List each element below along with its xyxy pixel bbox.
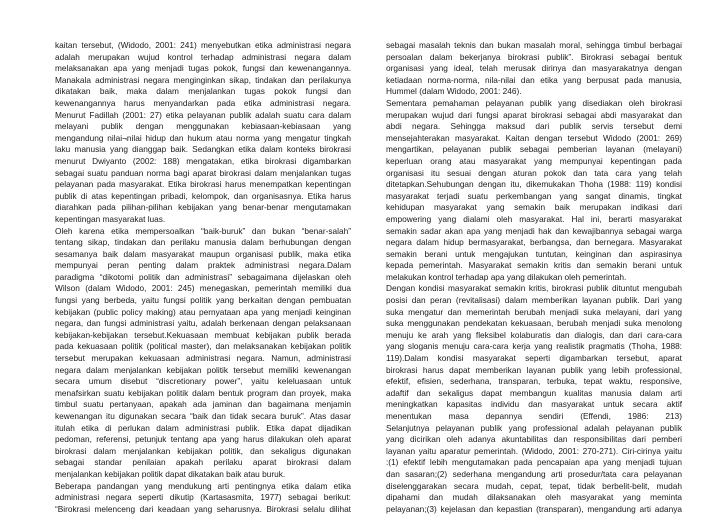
text-line: kewenangannya harus menyandarkan pada etika administrasi negara. — [55, 97, 351, 108]
text-line: efektif, efisien, sederhana, transparan, terbuka, tepat waktu, responsive, — [386, 376, 682, 387]
text-line: laku manusia yang dianggap baik. Sedangkan etika dalam konteks birokrasi — [55, 144, 351, 155]
text-line: 119).Dalam kondisi masyarakat seperti digambarkan tersebut, aparat — [386, 353, 682, 364]
text-line: dan sasaran;(2) sederhana mengandung arti prosedur/tata cara pelayanan — [386, 468, 682, 479]
text-line: ketiadaan norma-norma, nila-nilai dan etika yang berpusat pada manusia, — [386, 74, 682, 85]
text-line: organisasi yang ideal, telah merusak dirinya dan masyarakatnya dengan — [386, 63, 682, 74]
text-line: melayani publik dengan menggunakan kebiasaan-kebiasaan yang — [55, 121, 351, 132]
text-line: menentukan masa depannya sendiri (Effendi, 1986: 213) — [386, 411, 682, 421]
text-line: sebagai standar penilaian apakah perilaku aparat birokrasi dalam — [55, 457, 351, 468]
text-line: melaksanakan apa yang menjadi tugas pokok, fungsi dan kewenangannya. — [55, 63, 351, 74]
text-line: diselenggarakan secara mudah, cepat, tepat, tidak berbelit-belit, mudah — [386, 480, 682, 491]
text-line: dipahami dan mudah dilaksanakan oleh masyarakat yang meminta — [386, 492, 682, 503]
text-line: pedoman, referensi, petunjuk tentang apa yang harus dilakukan oleh aparat — [55, 434, 351, 445]
left-text-column — [55, 40, 351, 515]
text-line: pelayanan;(3) kejelasan dan kepastian (transparan), mengandung arti adanya — [386, 503, 682, 514]
text-line: empowering yang dialami oleh masyarakat. Hal ini, berarti masyarakat — [386, 213, 682, 224]
text-line: “Birokrasi melenceng dari keadaan yang seharusnya. Birokrasi selalu dilihat — [55, 503, 351, 514]
text-line: sebagai suatu panduan norma bagi aparat birokrasi dalam menjalankan tugas — [55, 167, 351, 178]
text-line: pada kekuasaan politik (political master), dan melaksanakan kebijakan politik — [55, 341, 351, 352]
text-line: mengandung nilai¬nilai hidup dan hukum atau norma yang mengatur tingkah — [55, 132, 351, 143]
text-line: fungsi yang berbeda, yaitu fungsi politik yang berkaitan dengan pembuatan — [55, 295, 351, 306]
text-line: tersebut merupakan kekuasaan administrasi negara. Namun, administrasi — [55, 353, 351, 364]
text-line: kepada pemerintah. Masyarakat semakin kritis dan semakin berani untuk — [386, 260, 682, 271]
text-line: Selanjutnya pelayanan publik yang professional adalah pelayanan publik — [386, 422, 682, 433]
text-line: persoalan dalam bekerjanya birokrasi publik”. Birokrasi sebagai bentuk — [386, 51, 682, 62]
text-line: merupakan wujud dari fungsi aparat birokrasi sebagai abdi masyarakat dan — [386, 109, 682, 120]
text-line: meningkatkan kapasitas individu dan masyarakat untuk secara aktif — [386, 399, 682, 410]
text-line: mensejahterakan masyarakat. Kaitan dengan tersebut Widodo (2001: 269) — [386, 132, 682, 143]
text-line: melakukan kontrol terhadap apa yang dilakukan oleh pemerintah. — [386, 271, 627, 282]
text-line: kebijakan (public policy making) atau pernyataan apa yang menjadi keinginan — [55, 306, 351, 317]
text-line: layanan yaitu aparatur pemerintah. (Widodo, 2001: 270-271). Ciri-cirinya yaitu — [386, 445, 682, 456]
text-line: posisi dan peran (revitalisasi) dalam memberikan layanan publik. Dari yang — [386, 295, 682, 306]
text-line: kepentingan masyarakat luas. — [55, 213, 166, 224]
text-line: masyarakat terjadi suatu perkembangan yang sangat dinamis, tingkat — [386, 190, 682, 201]
text-line: sesamanya baik dalam masyarakat maupun organisasi publik, maka etika — [55, 248, 351, 259]
text-line: Wilson (dalam Widodo, 2001: 245) menegaskan, pemerintah memiliki dua — [55, 283, 351, 294]
text-line: secara umum disebut “discretionary power”, yaitu keleluasaan untuk — [55, 376, 351, 387]
text-line: semakin sadar akan apa yang menjadi hak dan kewajibannya sebagai warga — [386, 225, 682, 236]
text-line: menuju ke arah yang fleksibel kolaburatis dan dialogis, dan dari cara-cara — [386, 329, 682, 340]
text-line: Manakala administrasi negara menginginkan sikap, tindakan dan perilakunya — [55, 74, 351, 85]
text-line: Menurut Fadillah (2001: 27) etika pelayanan publik adalah suatu cara dalam — [55, 109, 351, 120]
text-line: menafsirkan suatu kebijakan politik dalam bentuk program dan proyek, maka — [55, 387, 351, 398]
text-line: adalah merupakan wujud kontrol terhadap administrasi negara dalam — [55, 51, 351, 62]
text-line: negara dalam hidup bermasyarakat, berbangsa, dan bernegara. Masyarakat — [386, 237, 682, 248]
text-line: Beberapa pandangan yang mendukung arti pentingnya etika dalam etika — [55, 480, 351, 491]
text-line: Dengan kondisi masyarakat semakin kritis, birokrasi publik dituntut mengubah — [386, 283, 682, 294]
text-line: Oleh karena etika mempersoalkan “baik-buruk” dan bukan “benar-salah” — [55, 225, 351, 236]
text-line: itulah etika di perlukan dalam administrasi publik. Etika dapat dijadikan — [55, 422, 351, 433]
text-line: menjalankan kebijakan politik dapat dikatakan baik atau buruk. — [55, 468, 286, 479]
text-line: kehidupan masyarakat yang semakin baik merupakan indikasi dari — [386, 202, 682, 213]
text-line: kewenangan itu digunakan secara “baik dan tidak secara buruk”. Atas dasar — [55, 411, 351, 421]
text-line: keperluan orang atau masyarakat yang mempunyai kepentingan pada — [386, 155, 682, 166]
text-line: administrasi negara seperti dikutip (Kartasasmita, 1977) sebagai berikut: — [55, 492, 351, 503]
text-line: Sementara pemahaman pelayanan publik yang disediakan oleh birokrasi — [386, 97, 682, 108]
text-line: pelayanan pada masyarakat. Etika birokrasi harus menempatkan kepentingan — [55, 179, 351, 190]
right-text-column — [386, 40, 682, 515]
text-line: semakin berani untuk mengajukan tuntutan, keinginan dan aspirasinya — [386, 248, 682, 259]
text-line: menurut Dwiyanto (2002: 188) mengatakan, etika birokrasi digambarkan — [55, 155, 351, 166]
text-line: abdi negara. Sehingga maksud dari publik servis tersebut demi — [386, 121, 682, 132]
text-line: diarahkan pada pilihan-pilihan kebijakan yang benar-benar mengutamakan — [55, 202, 351, 213]
text-line: organisasi itu sesuai dengan aturan pokok dan tata cara yang telah — [386, 167, 682, 178]
text-line: negara, dan fungsi administrasi yaitu, adalah berkenaan dengan pelaksanaan — [55, 318, 351, 329]
text-line: negara dalam menjalankan kebijakan politik tersebut memiliki kewenangan — [55, 364, 351, 375]
text-line: tentang sikap, tindakan dan perilaku manusia dalam berhubungan dengan — [55, 237, 351, 248]
text-line: paradigma “dikotomi politik dan administrasi” sebagaimana dijelaskan oleh — [55, 271, 351, 282]
text-line: yang dicirikan oleh adanya akuntabilitas dan responsibilitas dari pemberi — [386, 434, 682, 445]
text-line: publik di atas kepentingan pribadi, kelompok, dan organisasnya. Etika harus — [55, 190, 351, 201]
text-line: suka mengatur dan memerintah berubah menjadi suka melayani, dari yang — [386, 306, 682, 317]
text-line: mengartikan, pelayanan publik sebagai pemberian layanan (melayani) — [386, 144, 682, 155]
text-line: birokrasi harus dapat memberikan layanan publik yang lebih professional, — [386, 364, 682, 375]
text-line: yang sloganis menuju cara-cara kerja yang realistik pragmatis (Thoha, 1988: — [386, 341, 682, 352]
text-line: ditetapkan.Sehubungan dengan itu, dikemukakan Thoha (1988: 119) kondisi — [386, 179, 682, 190]
text-line: adaftif dan sekaligus dapat membangun kualitas manusia dalam arti — [386, 387, 682, 398]
text-line: mempunyai peran penting dalam praktek administrasi negara.Dalam — [55, 260, 351, 271]
text-line: suka menggunakan pendekatan kekuasaan, berubah menjadi suka menolong — [386, 318, 682, 329]
text-line: kaitan tersebut, (Widodo, 2001: 241) menyebutkan etika administrasi negara — [55, 40, 351, 50]
text-line: timbul suatu pertanyaan, apakah ada jaminan dan bagaimana menjamin — [55, 399, 351, 410]
text-line: dikatakan baik, maka dalam menjalankan tugas pokok fungsi dan — [55, 86, 351, 97]
text-line: birokrasi dalam menjalankan kebijakan politik, dan sekaligus digunakan — [55, 445, 351, 456]
text-line: sebagai masalah teknis dan bukan masalah moral, sehingga timbul berbagai — [386, 40, 682, 50]
text-line: Hummel (dalam Widodo, 2001: 246). — [386, 86, 522, 97]
text-line: :(1) efektif lebih mengutamakan pada pencapaian apa yang menjadi tujuan — [386, 457, 682, 468]
text-line: kebijakan-kebijakan tersebut.Kekuasaan membuat kebijakan publik berada — [55, 329, 351, 340]
